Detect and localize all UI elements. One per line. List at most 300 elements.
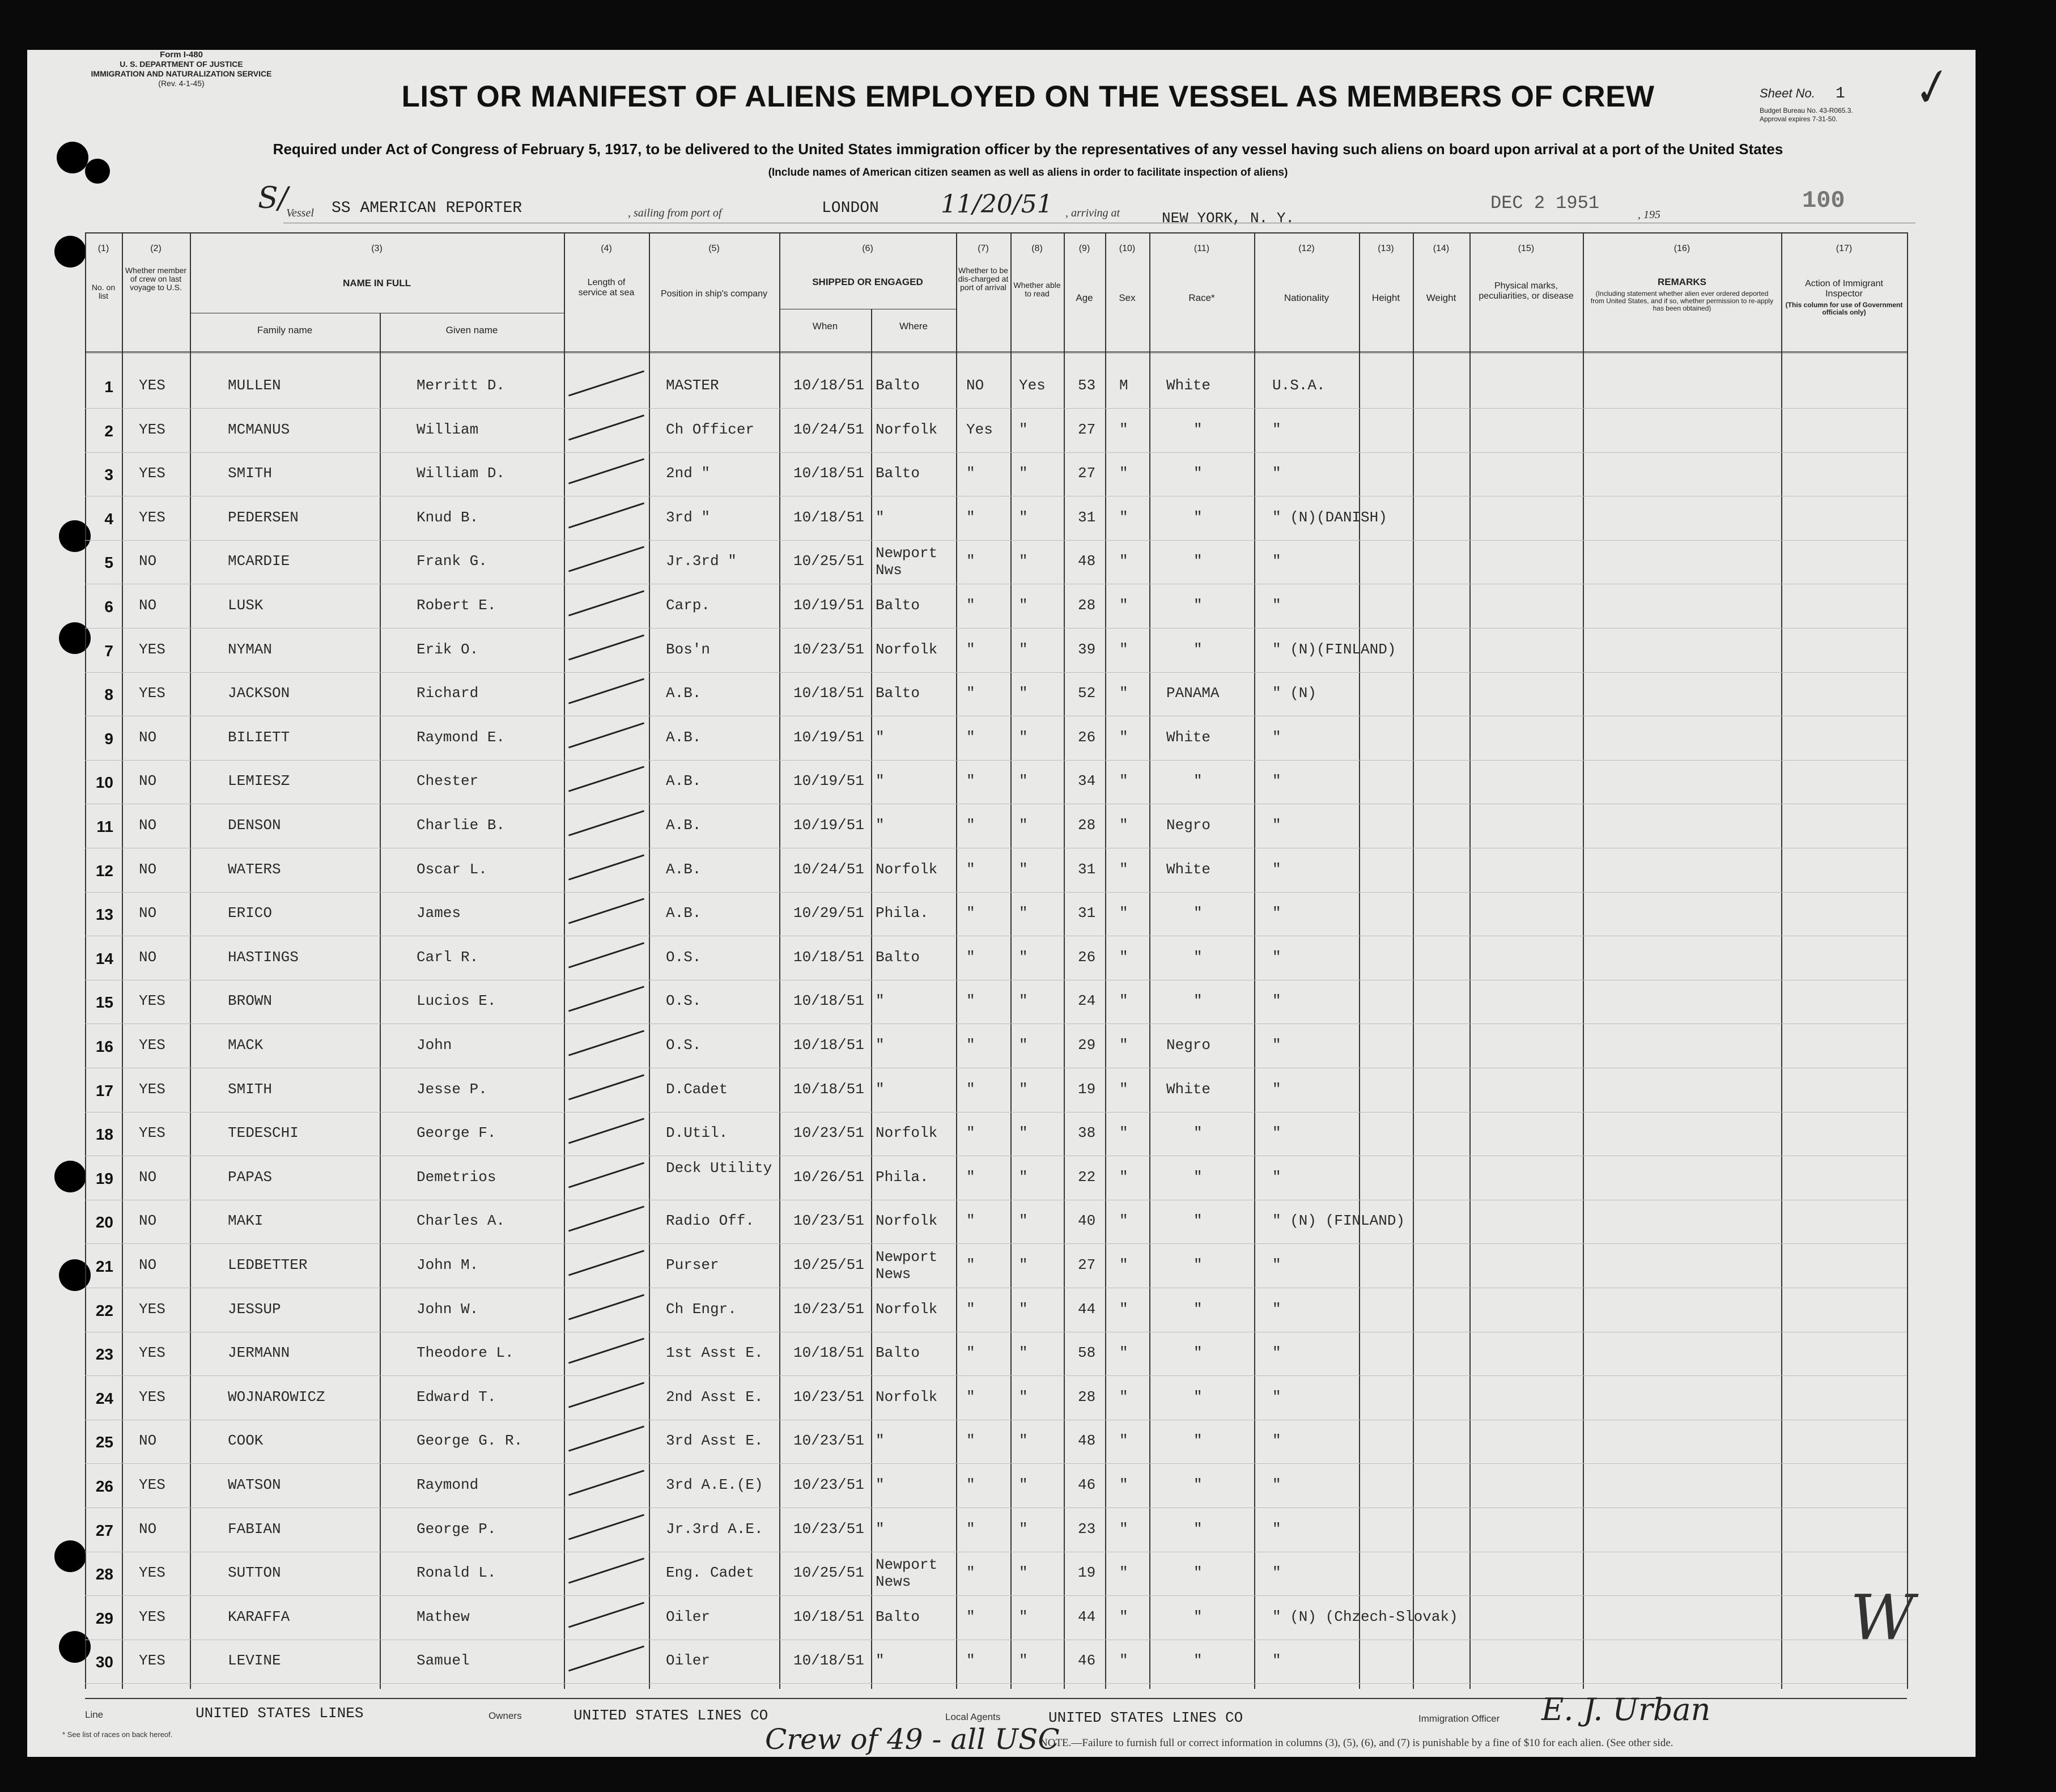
given-name-cell: George G. R. <box>417 1432 523 1449</box>
given-name-cell: Theodore L. <box>417 1344 514 1361</box>
able-to-read-cell: " <box>1019 641 1028 658</box>
shipped-when-cell: 10/18/51 <box>793 949 864 966</box>
able-to-read-cell: " <box>1019 1652 1028 1669</box>
col-line <box>190 232 191 1689</box>
header-physical-marks: Physical marks, peculiarities, or disease <box>1479 281 1574 301</box>
shipped-where-cell: Norfolk <box>876 641 938 658</box>
position-cell: 3rd Asst E. <box>666 1432 763 1449</box>
discharged-cell: " <box>966 1301 975 1318</box>
able-to-read-cell: " <box>1019 685 1028 702</box>
row-separator <box>85 1375 1907 1376</box>
given-name-cell: John M. <box>417 1256 479 1273</box>
prev-voyage-cell: YES <box>139 685 165 702</box>
subtitle-note: (Include names of American citizen seamen as well as aliens in order to facilitate inspection of aliens) <box>768 167 1288 179</box>
nationality-cell: " <box>1272 1388 1281 1405</box>
nationality-cell: " <box>1272 1256 1281 1273</box>
row-number: 15 <box>95 993 113 1011</box>
given-name-cell: George F. <box>417 1124 496 1141</box>
row-number: 23 <box>95 1345 113 1363</box>
family-name-cell: MULLEN <box>228 377 281 394</box>
position-cell: Jr.3rd A.E. <box>666 1521 763 1538</box>
position-cell: A.B. <box>666 905 702 922</box>
age-cell: 46 <box>1078 1476 1096 1493</box>
col-line <box>649 232 650 1689</box>
able-to-read-cell: " <box>1019 1037 1028 1054</box>
shipped-where-cell: Balto <box>876 949 920 966</box>
position-cell: 3rd A.E.(E) <box>666 1476 763 1493</box>
position-cell: 1st Asst E. <box>666 1344 763 1361</box>
able-to-read-cell: " <box>1019 949 1028 966</box>
shipped-when-cell: 10/25/51 <box>793 1256 864 1273</box>
given-name-cell: Merritt D. <box>417 377 505 394</box>
header-able-to-read: Whether able to read <box>1013 281 1061 298</box>
prev-voyage-cell: NO <box>139 817 157 834</box>
sex-cell: " <box>1119 949 1128 966</box>
age-cell: 27 <box>1078 465 1096 482</box>
family-name-cell: LUSK <box>228 597 264 614</box>
header-discharged: Whether to be dis-charged at port of arrival <box>958 266 1009 292</box>
col-line <box>1359 232 1360 1689</box>
sex-cell: " <box>1119 1344 1128 1361</box>
sex-cell: " <box>1119 1169 1128 1186</box>
arriving-label: , arriving at <box>1065 207 1120 219</box>
prev-voyage-cell: YES <box>139 641 165 658</box>
shipped-when-cell: 10/23/51 <box>793 1521 864 1538</box>
sex-cell: " <box>1119 1476 1128 1493</box>
discharged-cell: " <box>966 597 975 614</box>
race-cell: White <box>1166 861 1211 878</box>
col-line <box>1907 232 1908 1689</box>
sex-cell: " <box>1119 1652 1128 1669</box>
discharged-cell: " <box>966 1344 975 1361</box>
nationality-cell: " <box>1272 1081 1281 1098</box>
position-cell: Jr.3rd " <box>666 553 737 570</box>
vessel-name: SS AMERICAN REPORTER <box>332 199 523 217</box>
family-name-cell: BROWN <box>228 992 273 1009</box>
row-number: 8 <box>104 686 113 703</box>
col-number: (9) <box>1078 244 1090 253</box>
prev-voyage-cell: YES <box>139 1608 165 1625</box>
nationality-cell: " <box>1272 1432 1281 1449</box>
able-to-read-cell: " <box>1019 1256 1028 1273</box>
col-number: (1) <box>97 244 109 253</box>
sex-cell: " <box>1119 553 1128 570</box>
family-name-cell: JACKSON <box>228 685 290 702</box>
age-cell: 34 <box>1078 772 1096 789</box>
header-where: Where <box>899 321 928 332</box>
nationality-cell: " <box>1272 772 1281 789</box>
row-number: 29 <box>95 1610 113 1627</box>
given-name-cell: John W. <box>417 1301 479 1318</box>
shipped-where-cell: Phila. <box>876 1169 929 1186</box>
footer-note: NOTE.—Failure to furnish full or correct information in columns (3), (5), (6), and (7) is punishable by a fine of $10 for each alien. (See other side. <box>1040 1737 1673 1749</box>
col-line <box>956 232 957 1689</box>
sheet-label: Sheet No. <box>1760 86 1815 100</box>
able-to-read-cell: " <box>1019 1301 1028 1318</box>
row-separator <box>85 540 1907 541</box>
able-to-read-cell: " <box>1019 1124 1028 1141</box>
given-name-cell: Carl R. <box>417 949 479 966</box>
family-name-cell: SMITH <box>228 1081 273 1098</box>
able-to-read-cell: " <box>1019 992 1028 1009</box>
family-name-cell: FABIAN <box>228 1521 281 1538</box>
port-from: LONDON <box>822 199 879 217</box>
able-to-read-cell: " <box>1019 1388 1028 1405</box>
races-note: * See list of races on back hereof. <box>62 1730 173 1739</box>
sex-cell: " <box>1119 685 1128 702</box>
shipped-where-cell: " <box>876 1081 885 1098</box>
sail-date: 11/20/51 <box>941 190 1053 219</box>
row-number: 24 <box>95 1390 113 1407</box>
shipped-where-cell: Balto <box>876 597 920 614</box>
discharged-cell: " <box>966 1476 975 1493</box>
age-cell: 52 <box>1078 685 1096 702</box>
table-header-border <box>85 351 1907 353</box>
discharged-cell: " <box>966 1388 975 1405</box>
header-shipped-engaged: SHIPPED OR ENGAGED <box>812 277 923 287</box>
shipped-where-cell: Norfolk <box>876 421 938 438</box>
able-to-read-cell: " <box>1019 1564 1028 1581</box>
age-cell: 31 <box>1078 905 1096 922</box>
shipped-where-cell: " <box>876 509 885 526</box>
sex-cell: " <box>1119 1432 1128 1449</box>
given-name-cell: Erik O. <box>417 641 479 658</box>
row-separator <box>85 760 1907 761</box>
prev-voyage-cell: NO <box>139 1256 157 1273</box>
discharged-cell: " <box>966 1564 975 1581</box>
row-number: 9 <box>104 730 113 748</box>
row-number: 14 <box>95 950 113 967</box>
prev-voyage-cell: NO <box>139 597 157 614</box>
family-name-cell: COOK <box>228 1432 264 1449</box>
age-cell: 44 <box>1078 1301 1096 1318</box>
position-cell: A.B. <box>666 729 702 746</box>
col-number: (7) <box>978 244 989 253</box>
given-name-cell: Edward T. <box>417 1388 496 1405</box>
nationality-cell: " <box>1272 729 1281 746</box>
prev-voyage-cell: YES <box>139 1037 165 1054</box>
row-number: 3 <box>104 466 113 483</box>
family-name-cell: MCMANUS <box>228 421 290 438</box>
row-number: 17 <box>95 1082 113 1099</box>
shipped-when-cell: 10/18/51 <box>793 1081 864 1098</box>
position-cell: Eng. Cadet <box>666 1564 755 1581</box>
nationality-cell: " <box>1272 421 1281 438</box>
race-cell: " <box>1193 1564 1203 1581</box>
race-cell: Negro <box>1166 817 1211 834</box>
col-line <box>1254 232 1255 1689</box>
race-cell: " <box>1193 1301 1203 1318</box>
prev-voyage-cell: NO <box>139 1521 157 1538</box>
family-name-cell: TEDESCHI <box>228 1124 299 1141</box>
shipped-when-cell: 10/18/51 <box>793 1608 864 1625</box>
vessel-label: Vessel <box>286 207 314 219</box>
discharged-cell: " <box>966 992 975 1009</box>
race-cell: " <box>1193 509 1203 526</box>
nationality-cell: " <box>1272 992 1281 1009</box>
given-name-cell: Oscar L. <box>417 861 487 878</box>
discharged-cell: " <box>966 1212 975 1229</box>
race-cell: " <box>1193 772 1203 789</box>
row-number: 22 <box>95 1302 113 1319</box>
race-cell: White <box>1166 1081 1211 1098</box>
able-to-read-cell: " <box>1019 817 1028 834</box>
position-cell: 2nd " <box>666 465 711 482</box>
header-prev-voyage: Whether member of crew on last voyage to U.S. <box>125 266 187 292</box>
age-cell: 31 <box>1078 509 1096 526</box>
able-to-read-cell: " <box>1019 1608 1028 1625</box>
shipped-when-cell: 10/19/51 <box>793 772 864 789</box>
sex-cell: M <box>1119 377 1128 394</box>
discharged-cell: " <box>966 685 975 702</box>
discharged-cell: " <box>966 1521 975 1538</box>
shipped-where-cell: Newport News <box>876 1249 938 1283</box>
able-to-read-cell: " <box>1019 1476 1028 1493</box>
given-name-cell: Samuel <box>417 1652 470 1669</box>
discharged-cell: " <box>966 553 975 570</box>
shipped-where-cell: " <box>876 992 885 1009</box>
discharged-cell: " <box>966 1256 975 1273</box>
sex-cell: " <box>1119 861 1128 878</box>
header-remarks-note: (Including statement whether alien ever ordered deported from United States, and if so, whether permission to re-apply has been obtained) <box>1590 290 1774 312</box>
able-to-read-cell: " <box>1019 1081 1028 1098</box>
able-to-read-cell: " <box>1019 729 1028 746</box>
family-name-cell: ERICO <box>228 905 273 922</box>
row-number: 25 <box>95 1433 113 1451</box>
prev-voyage-cell: YES <box>139 1564 165 1581</box>
col-number: (2) <box>150 244 162 253</box>
prev-voyage-cell: NO <box>139 905 157 922</box>
discharged-cell: Yes <box>966 421 993 438</box>
row-number: 12 <box>95 862 113 880</box>
shipped-when-cell: 10/18/51 <box>793 377 864 394</box>
family-name-cell: JERMANN <box>228 1344 290 1361</box>
position-cell: O.S. <box>666 1037 702 1054</box>
able-to-read-cell: Yes <box>1019 377 1046 394</box>
row-number: 4 <box>104 510 113 528</box>
shipped-where-cell: Newport News <box>876 1556 938 1590</box>
given-name-cell: John <box>417 1037 452 1054</box>
position-cell: Deck Utility <box>666 1160 772 1177</box>
family-name-cell: NYMAN <box>228 641 273 658</box>
shipped-when-cell: 10/18/51 <box>793 992 864 1009</box>
race-cell: " <box>1193 597 1203 614</box>
margin-initial: W <box>1850 1581 1915 1654</box>
discharged-cell: " <box>966 1432 975 1449</box>
position-cell: MASTER <box>666 377 719 394</box>
nationality-cell: " <box>1272 949 1281 966</box>
col-line <box>1413 232 1414 1689</box>
position-cell: Radio Off. <box>666 1212 755 1229</box>
header-height: Height <box>1371 292 1400 303</box>
shipped-when-cell: 10/23/51 <box>793 1212 864 1229</box>
able-to-read-cell: " <box>1019 861 1028 878</box>
nationality-cell: " <box>1272 1521 1281 1538</box>
discharged-cell: " <box>966 817 975 834</box>
col-number: (16) <box>1673 244 1690 253</box>
given-name-cell: Mathew <box>417 1608 470 1625</box>
discharged-cell: " <box>966 1081 975 1098</box>
shipped-where-cell: Norfolk <box>876 861 938 878</box>
shipped-when-cell: 10/18/51 <box>793 685 864 702</box>
shipped-when-cell: 10/24/51 <box>793 421 864 438</box>
age-cell: 48 <box>1078 553 1096 570</box>
col-number: (4) <box>601 244 612 253</box>
row-separator <box>85 672 1907 673</box>
nationality-cell: " (N) (FINLAND) <box>1272 1212 1405 1229</box>
age-cell: 23 <box>1078 1521 1096 1538</box>
age-cell: 48 <box>1078 1432 1096 1449</box>
row-separator <box>85 452 1907 453</box>
footer-agents-value: UNITED STATES LINES CO <box>1048 1709 1243 1726</box>
sex-cell: " <box>1119 421 1128 438</box>
prev-voyage-cell: YES <box>139 1081 165 1098</box>
col-line <box>380 313 381 1689</box>
shipped-when-cell: 10/18/51 <box>793 1344 864 1361</box>
able-to-read-cell: " <box>1019 1432 1028 1449</box>
header-given-name: Given name <box>445 325 498 336</box>
sex-cell: " <box>1119 509 1128 526</box>
header-name-in-full: NAME IN FULL <box>343 278 411 288</box>
shipped-when-cell: 10/18/51 <box>793 509 864 526</box>
col-number: (6) <box>862 244 873 253</box>
race-cell: " <box>1193 1652 1203 1669</box>
sex-cell: " <box>1119 465 1128 482</box>
shipped-when-cell: 10/19/51 <box>793 597 864 614</box>
race-cell: Negro <box>1166 1037 1211 1054</box>
header-length-of-service: Length of service at sea <box>578 278 635 298</box>
race-cell: " <box>1193 641 1203 658</box>
age-cell: 19 <box>1078 1564 1096 1581</box>
nationality-cell: " <box>1272 861 1281 878</box>
nationality-cell: " <box>1272 817 1281 834</box>
shipped-when-cell: 10/18/51 <box>793 1037 864 1054</box>
shipped-where-cell: Balto <box>876 465 920 482</box>
age-cell: 38 <box>1078 1124 1096 1141</box>
shipped-when-cell: 10/23/51 <box>793 1388 864 1405</box>
footer-owners-label: Owners <box>488 1710 522 1721</box>
discharged-cell: " <box>966 641 975 658</box>
prev-voyage-cell: NO <box>139 553 157 570</box>
col-number: (10) <box>1119 244 1136 253</box>
col-line <box>122 232 123 1689</box>
family-name-cell: MCARDIE <box>228 553 290 570</box>
header-position: Position in ship's company <box>660 289 768 299</box>
shipped-when-cell: 10/25/51 <box>793 553 864 570</box>
given-name-cell: Chester <box>417 772 479 789</box>
prev-voyage-cell: YES <box>139 421 165 438</box>
row-number: 26 <box>95 1477 113 1495</box>
given-name-cell: William D. <box>417 465 505 482</box>
col-number: (14) <box>1433 244 1450 253</box>
sex-cell: " <box>1119 1124 1128 1141</box>
header-age: Age <box>1076 292 1093 303</box>
prev-voyage-cell: YES <box>139 509 165 526</box>
able-to-read-cell: " <box>1019 509 1028 526</box>
discharged-cell: " <box>966 509 975 526</box>
row-number: 28 <box>95 1565 113 1583</box>
shipped-where-cell: Norfolk <box>876 1212 938 1229</box>
col-line <box>1064 232 1065 1689</box>
position-cell: 2nd Asst E. <box>666 1388 763 1405</box>
service: IMMIGRATION AND NATURALIZATION SERVICE <box>91 69 272 78</box>
sex-cell: " <box>1119 1081 1128 1098</box>
position-cell: A.B. <box>666 817 702 834</box>
row-number: 11 <box>96 818 113 835</box>
prev-voyage-cell: YES <box>139 1124 165 1141</box>
row-number: 10 <box>95 774 113 791</box>
given-name-cell: Robert E. <box>417 597 496 614</box>
age-cell: 58 <box>1078 1344 1096 1361</box>
footer-agents-label: Local Agents <box>945 1712 1001 1722</box>
discharged-cell: NO <box>966 377 984 394</box>
shipped-when-cell: 10/23/51 <box>793 1476 864 1493</box>
shipped-where-cell: " <box>876 1037 885 1054</box>
shipped-where-cell: Norfolk <box>876 1388 938 1405</box>
prev-voyage-cell: YES <box>139 377 165 394</box>
sex-cell: " <box>1119 1388 1128 1405</box>
row-number: 27 <box>95 1522 113 1539</box>
row-separator <box>85 892 1907 893</box>
sex-cell: " <box>1119 992 1128 1009</box>
row-number: 19 <box>95 1170 113 1187</box>
family-name-cell: LEDBETTER <box>228 1256 308 1273</box>
row-number: 7 <box>104 642 113 660</box>
given-name-cell: Charles A. <box>417 1212 505 1229</box>
age-cell: 44 <box>1078 1608 1096 1625</box>
race-cell: " <box>1193 1476 1203 1493</box>
discharged-cell: " <box>966 1169 975 1186</box>
able-to-read-cell: " <box>1019 553 1028 570</box>
family-name-cell: LEVINE <box>228 1652 281 1669</box>
sheet-number <box>1760 85 1845 103</box>
header-inspector-note: (This column for use of Government officials only) <box>1785 301 1903 316</box>
discharged-cell: " <box>966 1608 975 1625</box>
shipped-where-cell: Norfolk <box>876 1124 938 1141</box>
position-cell: A.B. <box>666 772 702 789</box>
header-family-name: Family name <box>257 325 313 336</box>
row-number: 5 <box>104 554 113 571</box>
shipped-where-cell: " <box>876 772 885 789</box>
col-number: (13) <box>1378 244 1394 253</box>
shipped-when-cell: 10/23/51 <box>793 1432 864 1449</box>
given-name-cell: Jesse P. <box>417 1081 487 1098</box>
race-cell: " <box>1193 905 1203 922</box>
col-number: (12) <box>1298 244 1315 253</box>
row-separator <box>85 1243 1907 1244</box>
prev-voyage-cell: NO <box>139 861 157 878</box>
shipped-where-cell: " <box>876 1476 885 1493</box>
sex-cell: " <box>1119 1037 1128 1054</box>
family-name-cell: PEDERSEN <box>228 509 299 526</box>
header-inspector-action: Action of Immigrant Inspector <box>1805 279 1883 299</box>
col-line <box>564 232 565 1689</box>
col-line <box>1583 232 1584 1689</box>
prev-voyage-cell: NO <box>139 1432 157 1449</box>
prev-voyage-cell: YES <box>139 1388 165 1405</box>
race-cell: " <box>1193 1344 1203 1361</box>
arrival-date: DEC 2 1951 <box>1490 193 1600 214</box>
sailing-label: , sailing from port of <box>628 207 722 219</box>
prev-voyage-cell: NO <box>139 729 157 746</box>
age-cell: 53 <box>1078 377 1096 394</box>
row-number: 20 <box>95 1213 113 1231</box>
col-number: (5) <box>708 244 720 253</box>
position-cell: Purser <box>666 1256 719 1273</box>
sheet-value: 1 <box>1835 85 1845 103</box>
race-cell: " <box>1193 553 1203 570</box>
row-number: 1 <box>104 378 113 396</box>
